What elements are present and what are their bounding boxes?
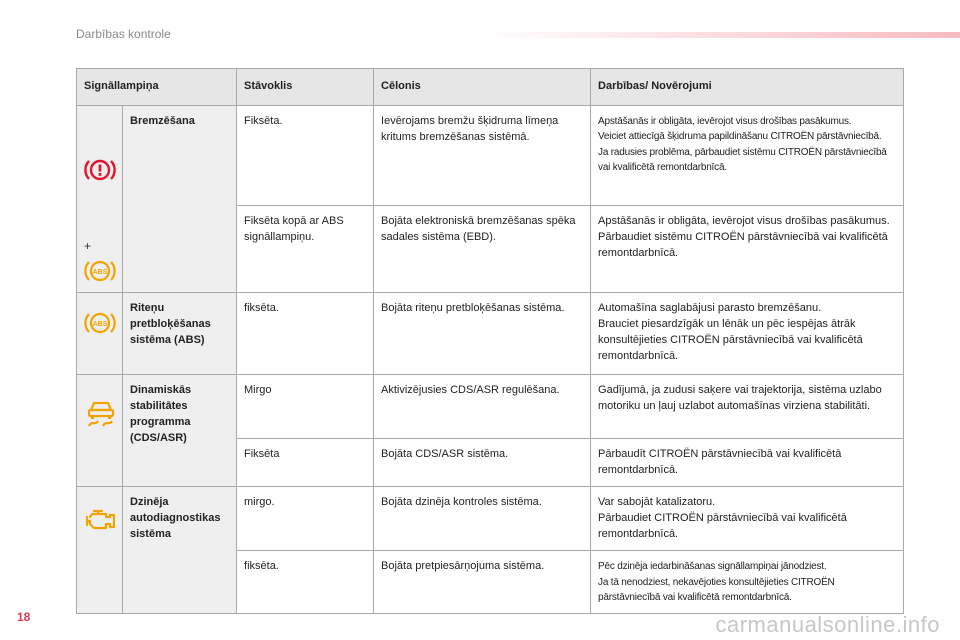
page-header-title: Darbības kontrole xyxy=(76,27,171,41)
state-cell: Fiksēta kopā ar ABS signāllampiņu. xyxy=(237,206,374,293)
action-line: Veiciet attiecīgā šķidruma papildināšanu CITROËN pārstāvniecībā. xyxy=(598,131,882,143)
stability-icon-cell xyxy=(77,375,123,487)
action-line: Pārbaudiet CITROËN pārstāvniecībā vai kvalificētā remontdarbnīcā. xyxy=(598,512,847,541)
cause-cell: Bojāta dzinēja kontroles sistēma. xyxy=(374,487,591,551)
cause-cell: Ievērojams bremžu šķidruma līmeņa kritums bremzēšanas sistēmā. xyxy=(374,105,591,205)
state-cell: Fiksēta. xyxy=(237,105,374,205)
action-line: Ja radusies problēma, pārbaudiet sistēmu CITROËN pārstāvniecībā vai kvalificētā remontdarbnīcā. xyxy=(598,146,887,174)
abs-icon xyxy=(84,309,116,337)
action-cell xyxy=(591,206,904,293)
action-line: Brauciet piesardzīgāk un lēnāk un pēc iespējas ātrāk konsultējieties CITROËN pārstāvniecībā vai kvalificētā remontdarbnīcā. xyxy=(598,318,863,363)
cause-cell: Bojāta riteņu pretbloķēšanas sistēma. xyxy=(374,293,591,375)
state-cell: Fiksēta xyxy=(237,439,374,487)
lamp-name-engine: Dzinēja autodiagnostikas sistēma xyxy=(123,487,237,614)
svg-text:ABS: ABS xyxy=(92,269,108,277)
svg-text:ABS: ABS xyxy=(92,321,108,329)
action-line: Automašīna saglabājusi parasto bremzēšanu. xyxy=(598,302,822,315)
table-row xyxy=(77,487,904,551)
lamp-name-braking: Bremzēšana xyxy=(123,105,237,292)
lamp-name-abs: Riteņu pretbloķēšanas sistēma (ABS) xyxy=(123,293,237,375)
action-line: Var sabojāt katalizatoru. xyxy=(598,496,716,509)
action-line: Gadījumā, ja zudusi saķere vai trajektorija, sistēma uzlabo motoriku un ļauj uzlabot automašīnas virziena stabilitāti. xyxy=(598,384,882,413)
column-header-cause: Cēlonis xyxy=(374,69,591,106)
stability-control-icon xyxy=(84,395,118,429)
action-line: Apstāšanās ir obligāta, ievērojot visus drošības pasākumus. xyxy=(598,115,852,127)
state-cell: mirgo. xyxy=(237,487,374,551)
cause-cell: Bojāta pretpiesārņojuma sistēma. xyxy=(374,551,591,614)
table-row xyxy=(77,105,904,205)
plus-sign: + xyxy=(84,238,92,253)
watermark-text: carmanualsonline.info xyxy=(715,612,940,637)
column-header-actions: Darbības/ Novērojumi xyxy=(591,69,904,106)
abs-icon-cell xyxy=(77,293,123,375)
lamp-name-stability: Dinamiskās stabilitātes programma (CDS/ASR) xyxy=(123,375,237,487)
column-header-lamp: Signāllampiņa xyxy=(77,69,237,106)
brake-icons-cell xyxy=(77,105,123,292)
action-cell xyxy=(591,375,904,439)
action-line: Pēc dzinēja iedarbināšanas signāllampiņai jānodziest. xyxy=(598,561,827,573)
cause-cell: Bojāta CDS/ASR sistēma. xyxy=(374,439,591,487)
action-cell xyxy=(591,105,904,205)
page-number: 18 xyxy=(17,610,31,624)
action-line: Ja tā nenodziest, nekavējoties konsultējieties CITROËN pārstāvniecībā vai kvalificētā remontdarbnīcā. xyxy=(598,576,835,604)
brake-warning-icon xyxy=(84,156,116,184)
action-line: Apstāšanās ir obligāta, ievērojot visus drošības pasākumus. xyxy=(598,215,890,228)
column-header-state: Stāvoklis xyxy=(237,69,374,106)
table-row xyxy=(77,375,904,439)
warning-lamps-table xyxy=(76,68,904,614)
state-cell: Mirgo xyxy=(237,375,374,439)
table-header-row xyxy=(77,69,904,106)
cause-cell: Bojāta elektroniskā bremzēšanas spēka sadales sistēma (EBD). xyxy=(374,206,591,293)
action-line: Pārbaudīt CITROËN pārstāvniecībā vai kvalificētā remontdarbnīcā. xyxy=(598,448,842,477)
action-cell xyxy=(591,487,904,551)
action-cell xyxy=(591,293,904,375)
state-cell: fiksēta. xyxy=(237,551,374,614)
action-line: Pārbaudiet sistēmu CITROËN pārstāvniecībā vai kvalificētā remontdarbnīcā. xyxy=(598,230,888,259)
engine-icon-cell xyxy=(77,487,123,614)
abs-icon xyxy=(84,257,116,285)
header-accent-bar xyxy=(480,32,960,38)
table-row xyxy=(77,293,904,375)
cause-cell: Aktivizējusies CDS/ASR regulēšana. xyxy=(374,375,591,439)
action-cell xyxy=(591,551,904,614)
state-cell: fiksēta. xyxy=(237,293,374,375)
engine-check-icon xyxy=(84,507,118,533)
action-cell xyxy=(591,439,904,487)
